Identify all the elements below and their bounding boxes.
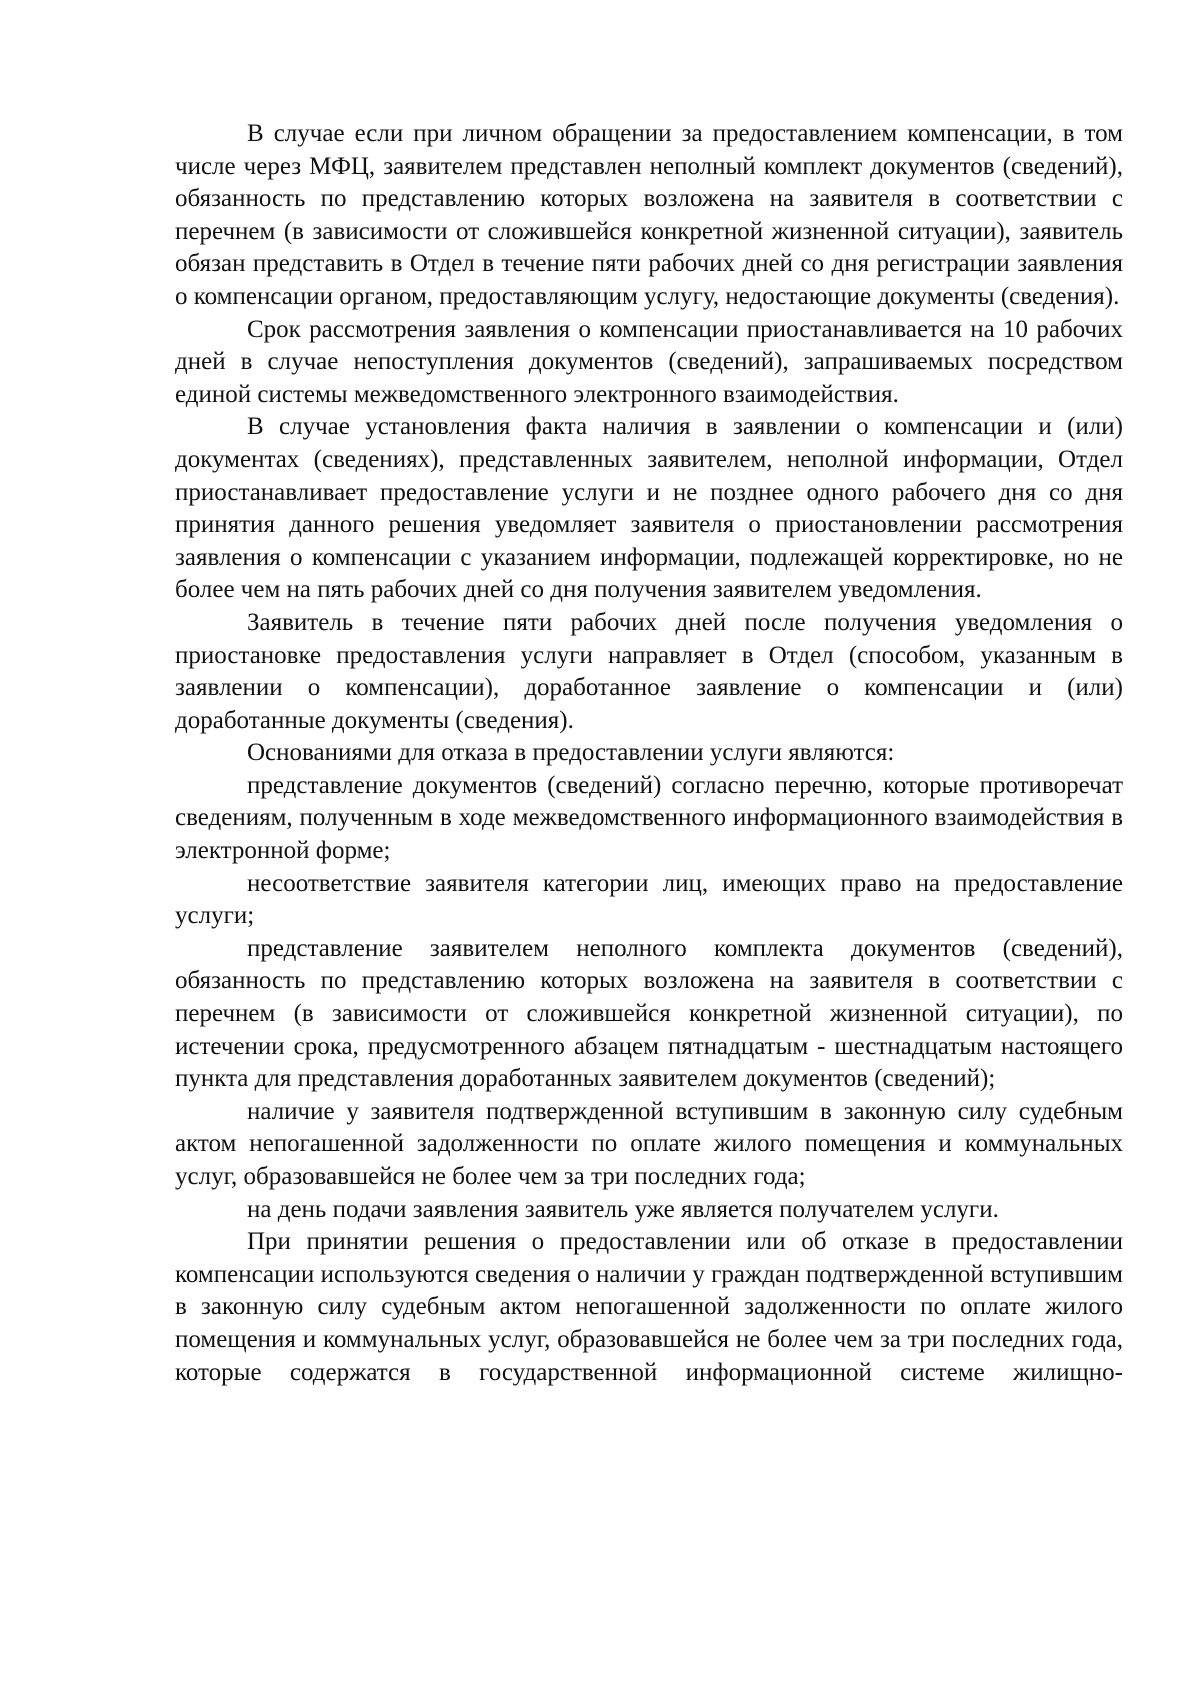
paragraph-refusal-ground-category: несоответствие заявителя категории лиц, имеющих право на предоставление услуги;	[175, 869, 1123, 930]
paragraph-review-suspension-term: Срок рассмотрения заявления о компенсации приостанавливается на 10 рабочих дней в случае непоступления документов (сведений), запрашиваемых посредством единой системы межведомственного электронного взаимодействия.	[175, 315, 1123, 408]
document-page	[175, 118, 1123, 1389]
paragraph-refusal-ground-debt: наличие у заявителя подтвержденной вступившим в законную силу судебным актом непогашенной задолженности по оплате жилого помещения и коммунальных услуг, образовавшейся не более чем за три последних года;	[175, 1097, 1123, 1190]
paragraph-refusal-ground-contradiction: представление документов (сведений) согласно перечню, которые противоречат сведениям, полученным в ходе межведомственного информационного взаимодействия в электронной форме;	[175, 771, 1123, 865]
paragraph-applicant-resubmission: Заявитель в течение пяти рабочих дней после получения уведомления о приостановке предоставления услуги направляет в Отдел (способом, указанным в заявлении о компенсации), доработанное заявление о компенсации и (или) доработанные документы (сведения).	[175, 608, 1123, 734]
paragraph-decision-information-sources: При принятии решения о предоставлении или об отказе в предоставлении компенсации используются сведения о наличии у граждан подтвержденной вступившим в законную силу судебным актом непогашенной задолженности по оплате жилого помещения и коммунальных услуг, образовавшейся не более чем за три последних года, которые содержатся в государственной информационной системе жилищно-	[175, 1228, 1123, 1386]
paragraph-refusal-ground-incomplete-set: представление заявителем неполного комплекта документов (сведений), обязанность по представлению которых возложена на заявителя в соответствии с перечнем (в зависимости от сложившейся конкретной жизненной ситуации), по истечении срока, предусмотренного абзацем пятнадцатым - шестнадцатым настоящего пункта для представления доработанных заявителем документов (сведений);	[175, 934, 1123, 1093]
paragraph-refusal-grounds-heading: Основаниями для отказа в предоставлении услуги являются:	[247, 739, 895, 767]
paragraph-incomplete-information: В случае установления факта наличия в заявлении о компенсации и (или) документах (сведениях), представленных заявителем, неполной информации, Отдел приостанавливает предоставление услуги и не позднее одного рабочего дня со дня принятия данного решения уведомляет заявителя о приостановлении рассмотрения заявления о компенсации с указанием информации, подлежащей корректировке, но не более чем на пять рабочих дней со дня получения заявителем уведомления.	[175, 413, 1123, 604]
paragraph-incomplete-documents: В случае если при личном обращении за предоставлением компенсации, в том числе через МФЦ, заявителем представлен неполный комплект документов (сведений), обязанность по представлению которых возложена на заявителя в соответствии с перечнем (в зависимости от сложившейся конкретной жизненной ситуации), заявитель обязан представить в Отдел в течение пяти рабочих дней со дня регистрации заявления о компенсации органом, предоставляющим услугу, недостающие документы (сведения).	[175, 120, 1123, 310]
paragraph-refusal-ground-already-recipient: на день подачи заявления заявитель уже является получателем услуги.	[247, 1195, 999, 1223]
